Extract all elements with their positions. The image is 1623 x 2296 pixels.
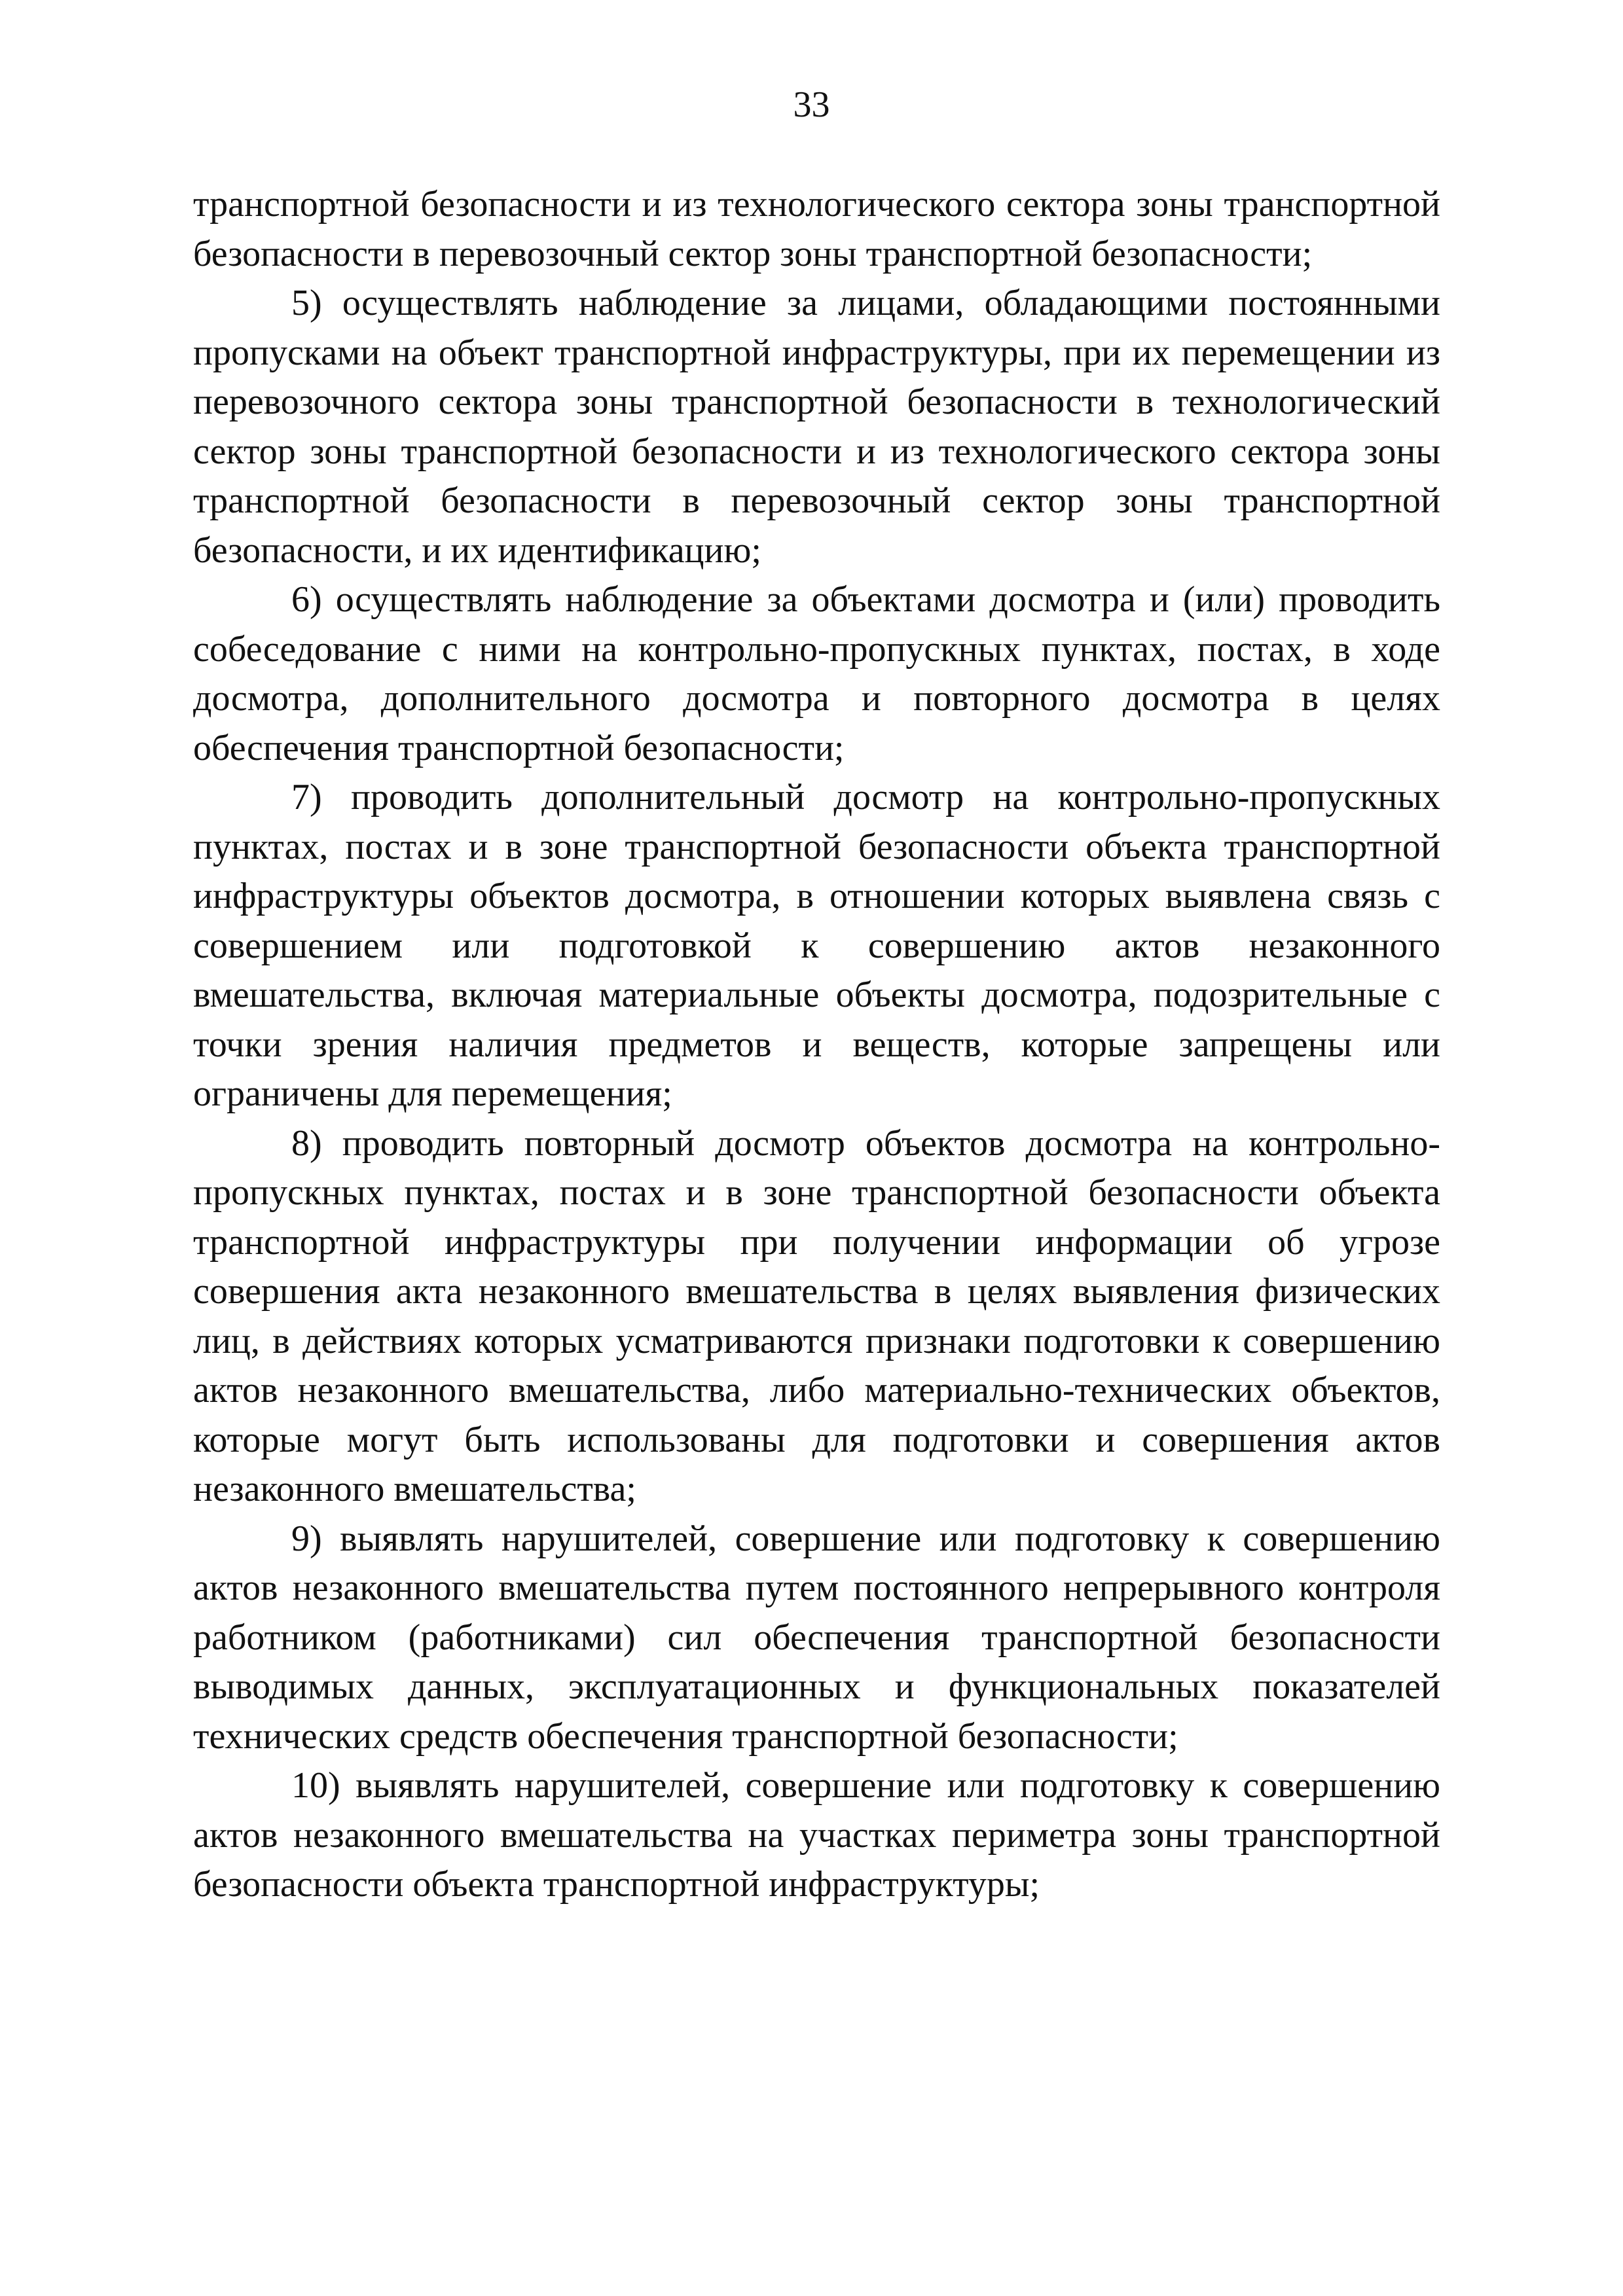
paragraph-continuation: транспортной безопасности и из технологического сектора зоны транспортной безопасности в перевозочный сектор зоны транспортной безопасности; [193, 184, 1440, 274]
paragraph-item-9: 9) выявлять нарушителей, совершение или подготовку к совершению актов незаконного вмешательства путем постоянного непрерывного контроля работником (работниками) сил обеспечения транспортной безопасности выводимых данных, эксплуатационных и функциональных показателей технических средств обеспечения транспортной безопасности; [193, 1518, 1440, 1757]
paragraph-item-7: 7) проводить дополнительный досмотр на контрольно-пропускных пунктах, постах и в зоне транспортной безопасности объекта транспортной инфраструктуры объектов досмотра, в отношении которых выявлена связь с совершением или подготовкой к совершению актов незаконного вмешательства, включая материальные объекты досмотра, подозрительные с точки зрения наличия предметов и веществ, которые запрещены или ограничены для перемещения; [193, 777, 1440, 1114]
document-body [193, 180, 1440, 1910]
paragraph-item-5: 5) осуществлять наблюдение за лицами, обладающими постоянными пропусками на объект транспортной инфраструктуры, при их перемещении из перевозочного сектора зоны транспортной безопасности в технологический сектор зоны транспортной безопасности и из технологического сектора зоны транспортной безопасности в перевозочный сектор зоны транспортной безопасности, и их идентификацию; [193, 283, 1440, 571]
page-number: 33 [793, 84, 830, 125]
paragraph-item-8: 8) проводить повторный досмотр объектов досмотра на контрольно-пропускных пунктах, постах и в зоне транспортной безопасности объекта транспортной инфраструктуры при получении информации об угрозе совершения акта незаконного вмешательства в целях выявления физических лиц, в действиях которых усматриваются признаки подготовки к совершению актов незаконного вмешательства, либо материально-технических объектов, которые могут быть использованы для подготовки и совершения актов незаконного вмешательства; [193, 1122, 1440, 1509]
paragraph-item-6: 6) осуществлять наблюдение за объектами досмотра и (или) проводить собеседование с ними на контрольно-пропускных пунктах, постах, в ходе досмотра, дополнительного досмотра и повторного досмотра в целях обеспечения транспортной безопасности; [193, 579, 1440, 768]
paragraph-item-10: 10) выявлять нарушителей, совершение или подготовку к совершению актов незаконного вмешательства на участках периметра зоны транспортной безопасности объекта транспортной инфраструктуры; [193, 1765, 1440, 1905]
